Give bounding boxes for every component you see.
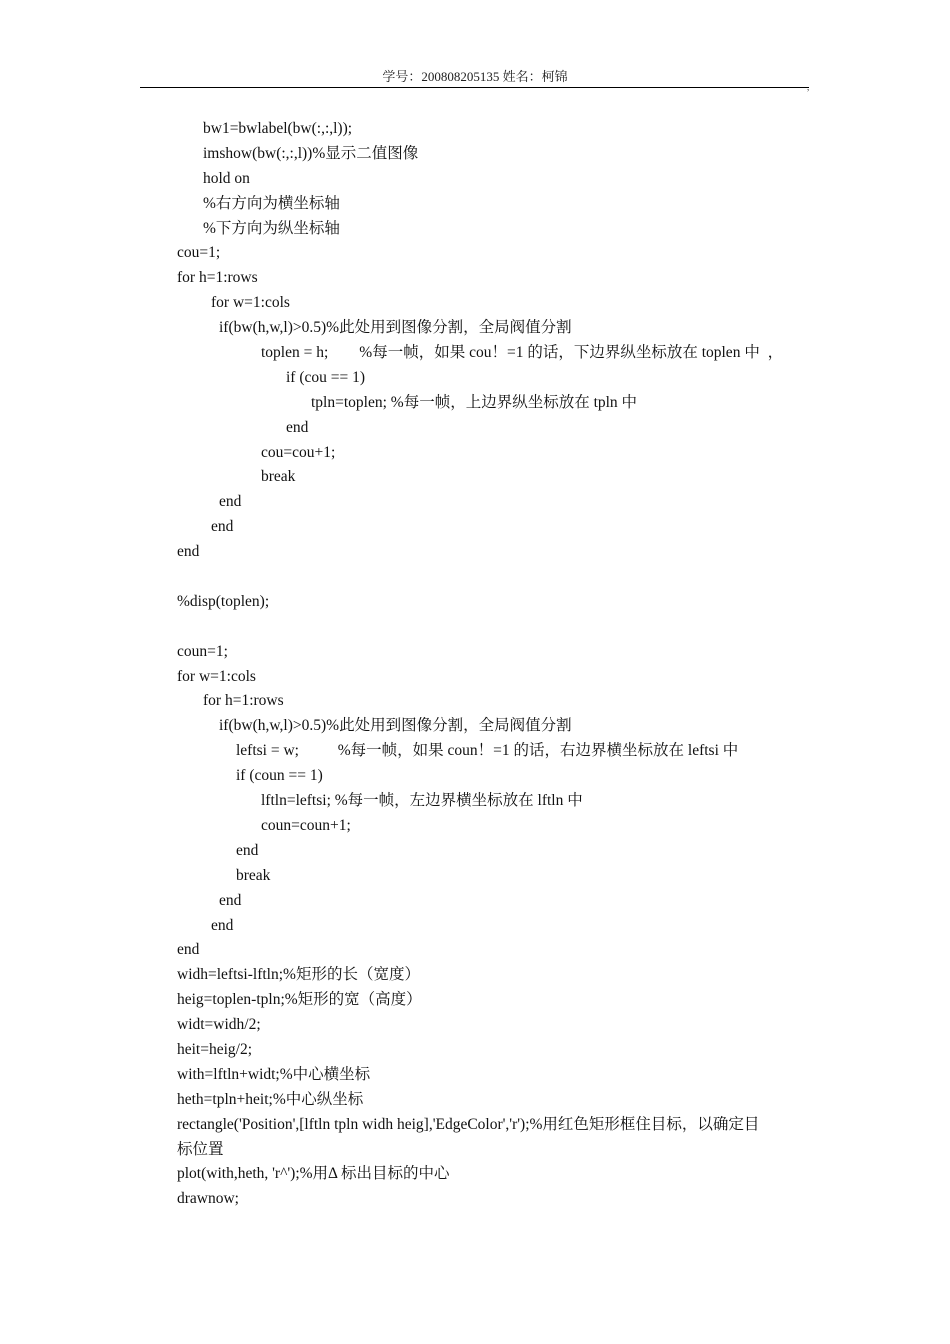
code-line	[177, 565, 817, 590]
code-line	[177, 615, 817, 640]
code-line: drawnow;	[177, 1190, 239, 1208]
code-line: %右方向为横坐标轴	[203, 194, 340, 212]
code-line: with=lftln+widt;%中心横坐标	[177, 1065, 371, 1083]
page-header: 学号：200808205135 姓名：柯锦	[382, 69, 568, 84]
code-line: leftsi = w; %每一帧，如果 coun！=1 的话，右边界横坐标放在 leftsi 中	[236, 742, 739, 760]
code-line: end	[286, 418, 309, 436]
code-line: break	[236, 866, 271, 884]
code-line: imshow(bw(:,:,l))%显示二值图像	[203, 144, 419, 162]
code-line: heth=tpln+heit;%中心纵坐标	[177, 1090, 364, 1108]
code-line: end	[177, 543, 200, 561]
code-line: for w=1:cols	[177, 667, 256, 685]
code-line: if (cou == 1)	[286, 368, 366, 386]
code-line: cou=1;	[177, 244, 221, 262]
code-line: end	[177, 941, 200, 959]
code-line: rectangle('Position',[lftln tpln widh heig],'EdgeColor','r');%用红色矩形框住目标，以确定目	[177, 1115, 760, 1133]
code-line: for w=1:cols	[211, 294, 290, 312]
code-line: if(bw(h,w,l)>0.5)%此处用到图像分割，全局阀值分割	[219, 319, 572, 337]
code-line: if (coun == 1)	[236, 767, 323, 785]
code-line: coun=1;	[177, 642, 228, 660]
code-line: end	[219, 891, 242, 909]
header-mark: ,	[807, 82, 810, 92]
code-line: plot(with,heth, 'r^');%用Δ 标出目标的中心	[177, 1165, 450, 1183]
code-line: end	[211, 916, 234, 934]
code-line: break	[261, 468, 296, 486]
code-line: coun=coun+1;	[261, 816, 351, 834]
code-line: end	[236, 841, 259, 859]
code-line: widt=widh/2;	[177, 1016, 261, 1034]
code-line: 标位置	[177, 1140, 224, 1158]
code-line: end	[211, 518, 234, 536]
code-line: toplen = h; %每一帧，如果 cou！=1 的话，下边界纵坐标放在 toplen 中 ，	[261, 344, 784, 362]
code-line: bw1=bwlabel(bw(:,:,l));	[203, 120, 353, 137]
code-line: tpln=toplen; %每一帧，上边界纵坐标放在 tpln 中	[311, 393, 638, 411]
code-line: %disp(toplen);	[177, 592, 270, 610]
code-listing	[177, 117, 817, 1212]
header-rule	[140, 87, 809, 88]
code-line: hold on	[203, 169, 250, 187]
code-line: heig=toplen-tpln;%矩形的宽（高度）	[177, 991, 422, 1009]
code-line: for h=1:rows	[177, 269, 258, 287]
code-line: for h=1:rows	[203, 692, 284, 710]
code-line: lftln=leftsi; %每一帧，左边界横坐标放在 lftln 中	[261, 792, 583, 810]
code-line: widh=leftsi-lftln;%矩形的长（宽度）	[177, 966, 420, 984]
code-line: cou=cou+1;	[261, 443, 336, 461]
code-line: if(bw(h,w,l)>0.5)%此处用到图像分割，全局阀值分割	[219, 717, 572, 735]
code-line: heit=heig/2;	[177, 1040, 253, 1058]
code-line: %下方向为纵坐标轴	[203, 219, 340, 237]
code-line: end	[219, 493, 242, 511]
